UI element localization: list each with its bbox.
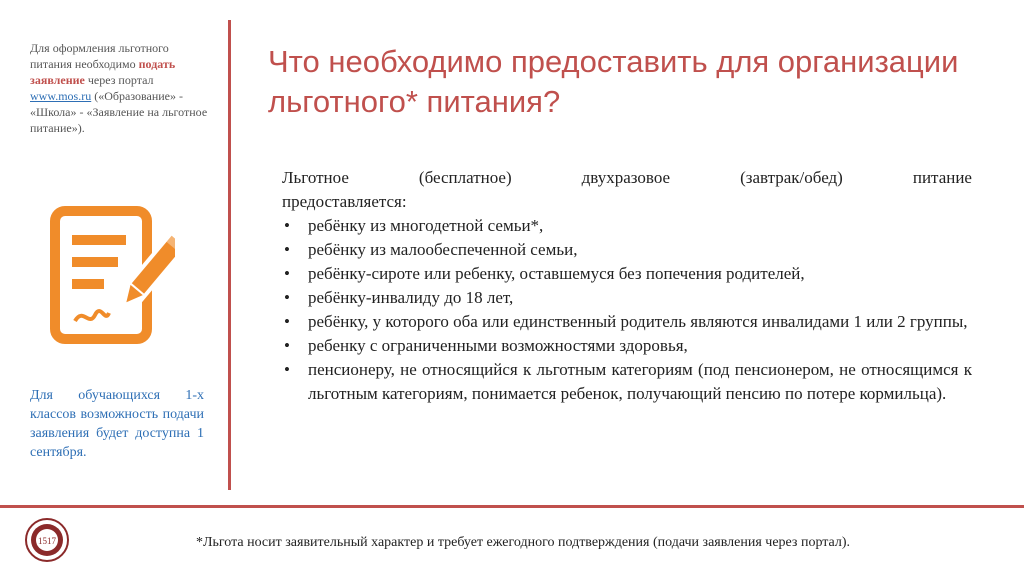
horizontal-divider xyxy=(0,505,1024,508)
list-item: • ребёнку из многодетной семьи*, xyxy=(282,214,972,238)
instruction-text-1: Для оформления льготного питания необходимо xyxy=(30,41,169,71)
intro-continuation: предоставляется: xyxy=(282,192,407,211)
list-item: • ребенку с ограниченными возможностями здоровья, xyxy=(282,334,972,358)
document-pen-icon xyxy=(45,205,175,350)
school-emblem-logo xyxy=(24,517,70,563)
first-grade-note: Для обучающихся 1-х классов возможность подачи заявления будет доступна 1 сентября. xyxy=(30,388,204,460)
logo-text: 1517 xyxy=(38,536,56,546)
page-title: Что необходимо предоставить для организации льготного* питания? xyxy=(268,44,959,119)
footnote: *Льгота носит заявительный характер и требует ежегодного подтверждения (подачи заявления через портал). xyxy=(196,535,851,550)
list-item: • ребёнку из малообеспеченной семьи, xyxy=(282,238,972,262)
intro-word: двухразовое xyxy=(581,168,671,187)
intro-line xyxy=(282,166,972,190)
list-item: • ребёнку-инвалиду до 18 лет, xyxy=(282,286,972,310)
list-item: • ребёнку-сироте или ребенку, оставшемуся без попечения родителей, xyxy=(282,262,972,286)
sidebar-instruction xyxy=(30,40,208,136)
intro-word: (завтрак/обед) xyxy=(740,168,843,187)
instruction-text-2: через портал xyxy=(84,73,154,87)
intro-word: (бесплатное) xyxy=(418,168,512,187)
intro-word: питание xyxy=(912,168,972,187)
vertical-divider xyxy=(228,20,231,490)
list-item: • пенсионеру, не относящийся к льготным категориям (под пенсионером, не относящимся к льготным категориям, понимается ребенок, получающий пенсию по потере кормильца). xyxy=(282,358,972,406)
portal-link[interactable]: www.mos.ru xyxy=(30,89,92,103)
list-item: • ребёнку, у которого оба или единственный родитель являются инвалидами 1 или 2 группы, xyxy=(282,310,972,334)
content-block xyxy=(282,166,972,406)
intro-word: Льготное xyxy=(282,168,349,187)
eligibility-list xyxy=(282,214,972,406)
instruction-emphasis: подать заявление xyxy=(30,57,176,87)
instruction-text-3: («Образование» - «Школа» - «Заявление на льготное питание»). xyxy=(30,89,208,135)
